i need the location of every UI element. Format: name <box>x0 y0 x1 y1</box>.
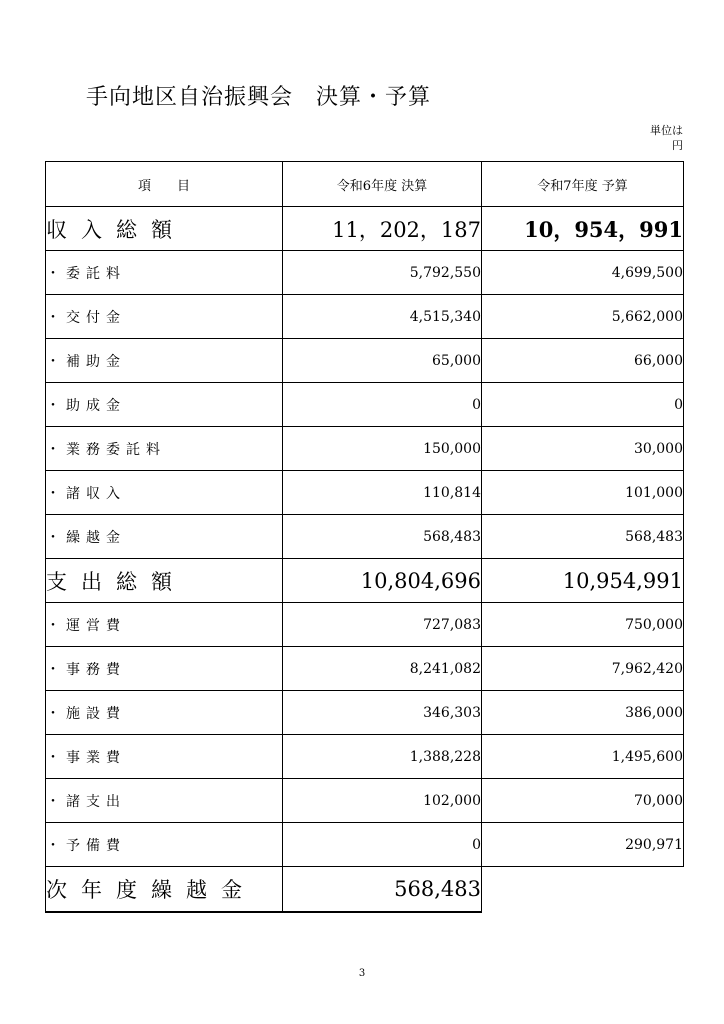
row-budget: 568,483 <box>482 515 684 559</box>
row-budget: 66,000 <box>482 339 684 383</box>
row-budget: 101,000 <box>482 471 684 515</box>
row-label: ・諸支出 <box>46 779 283 823</box>
row-actual: 110,814 <box>283 471 482 515</box>
row-label: ・交付金 <box>46 295 283 339</box>
row-actual: 102,000 <box>283 779 482 823</box>
row-budget: 290,971 <box>482 823 684 867</box>
row-label: ・業務委託料 <box>46 427 283 471</box>
header-budget: 令和7年度 予算 <box>482 162 684 207</box>
table-row <box>46 779 684 823</box>
unit-note-line-2: 円 <box>672 139 683 152</box>
expense-total-label: 支出総額 <box>46 559 283 603</box>
row-budget: 70,000 <box>482 779 684 823</box>
income-total-budget: 10，954，991 <box>482 207 684 251</box>
row-actual: 0 <box>283 823 482 867</box>
row-label: ・事務費 <box>46 647 283 691</box>
row-label: ・委託料 <box>46 251 283 295</box>
header-actual: 令和6年度 決算 <box>283 162 482 207</box>
row-actual: 5,792,550 <box>283 251 482 295</box>
row-budget: 386,000 <box>482 691 684 735</box>
table-row <box>46 691 684 735</box>
row-budget: 1,495,600 <box>482 735 684 779</box>
row-budget: 7,962,420 <box>482 647 684 691</box>
row-actual: 346,303 <box>283 691 482 735</box>
table-row <box>46 383 684 427</box>
table-row <box>46 735 684 779</box>
table-row <box>46 471 684 515</box>
unit-note-line-1: 単位は <box>650 124 683 137</box>
carryover-label: 次年度繰越金 <box>46 867 283 913</box>
table-header-row <box>46 162 684 207</box>
table-row <box>46 647 684 691</box>
expense-total-budget: 10,954,991 <box>482 559 684 603</box>
row-actual: 727,083 <box>283 603 482 647</box>
income-total-label: 収入総額 <box>46 207 283 251</box>
table-row <box>46 823 684 867</box>
row-label: ・助成金 <box>46 383 283 427</box>
row-label: ・施設費 <box>46 691 283 735</box>
row-actual: 568,483 <box>283 515 482 559</box>
carryover-row <box>46 867 684 913</box>
row-label: ・事業費 <box>46 735 283 779</box>
row-label: ・補助金 <box>46 339 283 383</box>
row-actual: 150,000 <box>283 427 482 471</box>
budget-table <box>45 161 684 913</box>
row-budget: 0 <box>482 383 684 427</box>
row-actual: 65,000 <box>283 339 482 383</box>
row-budget: 5,662,000 <box>482 295 684 339</box>
table-row <box>46 427 684 471</box>
row-budget: 750,000 <box>482 603 684 647</box>
row-actual: 1,388,228 <box>283 735 482 779</box>
row-actual: 4,515,340 <box>283 295 482 339</box>
row-budget: 4,699,500 <box>482 251 684 295</box>
page-number: 3 <box>358 968 366 979</box>
table-row <box>46 339 684 383</box>
row-label: ・諸収入 <box>46 471 283 515</box>
row-label: ・繰越金 <box>46 515 283 559</box>
row-label: ・運営費 <box>46 603 283 647</box>
expense-total-row <box>46 559 684 603</box>
carryover-actual: 568,483 <box>283 867 482 913</box>
income-total-row <box>46 207 684 251</box>
income-total-actual: 11，202，187 <box>283 207 482 251</box>
table-row <box>46 295 684 339</box>
table-row <box>46 603 684 647</box>
unit-note <box>641 123 683 153</box>
row-actual: 0 <box>283 383 482 427</box>
table-row <box>46 251 684 295</box>
table-row <box>46 515 684 559</box>
row-budget: 30,000 <box>482 427 684 471</box>
expense-total-actual: 10,804,696 <box>283 559 482 603</box>
document-title: 手向地区自治振興会 決算・予算 <box>86 85 432 110</box>
header-item: 項 目 <box>46 162 283 207</box>
carryover-blank <box>482 867 684 913</box>
row-label: ・予備費 <box>46 823 283 867</box>
row-actual: 8,241,082 <box>283 647 482 691</box>
